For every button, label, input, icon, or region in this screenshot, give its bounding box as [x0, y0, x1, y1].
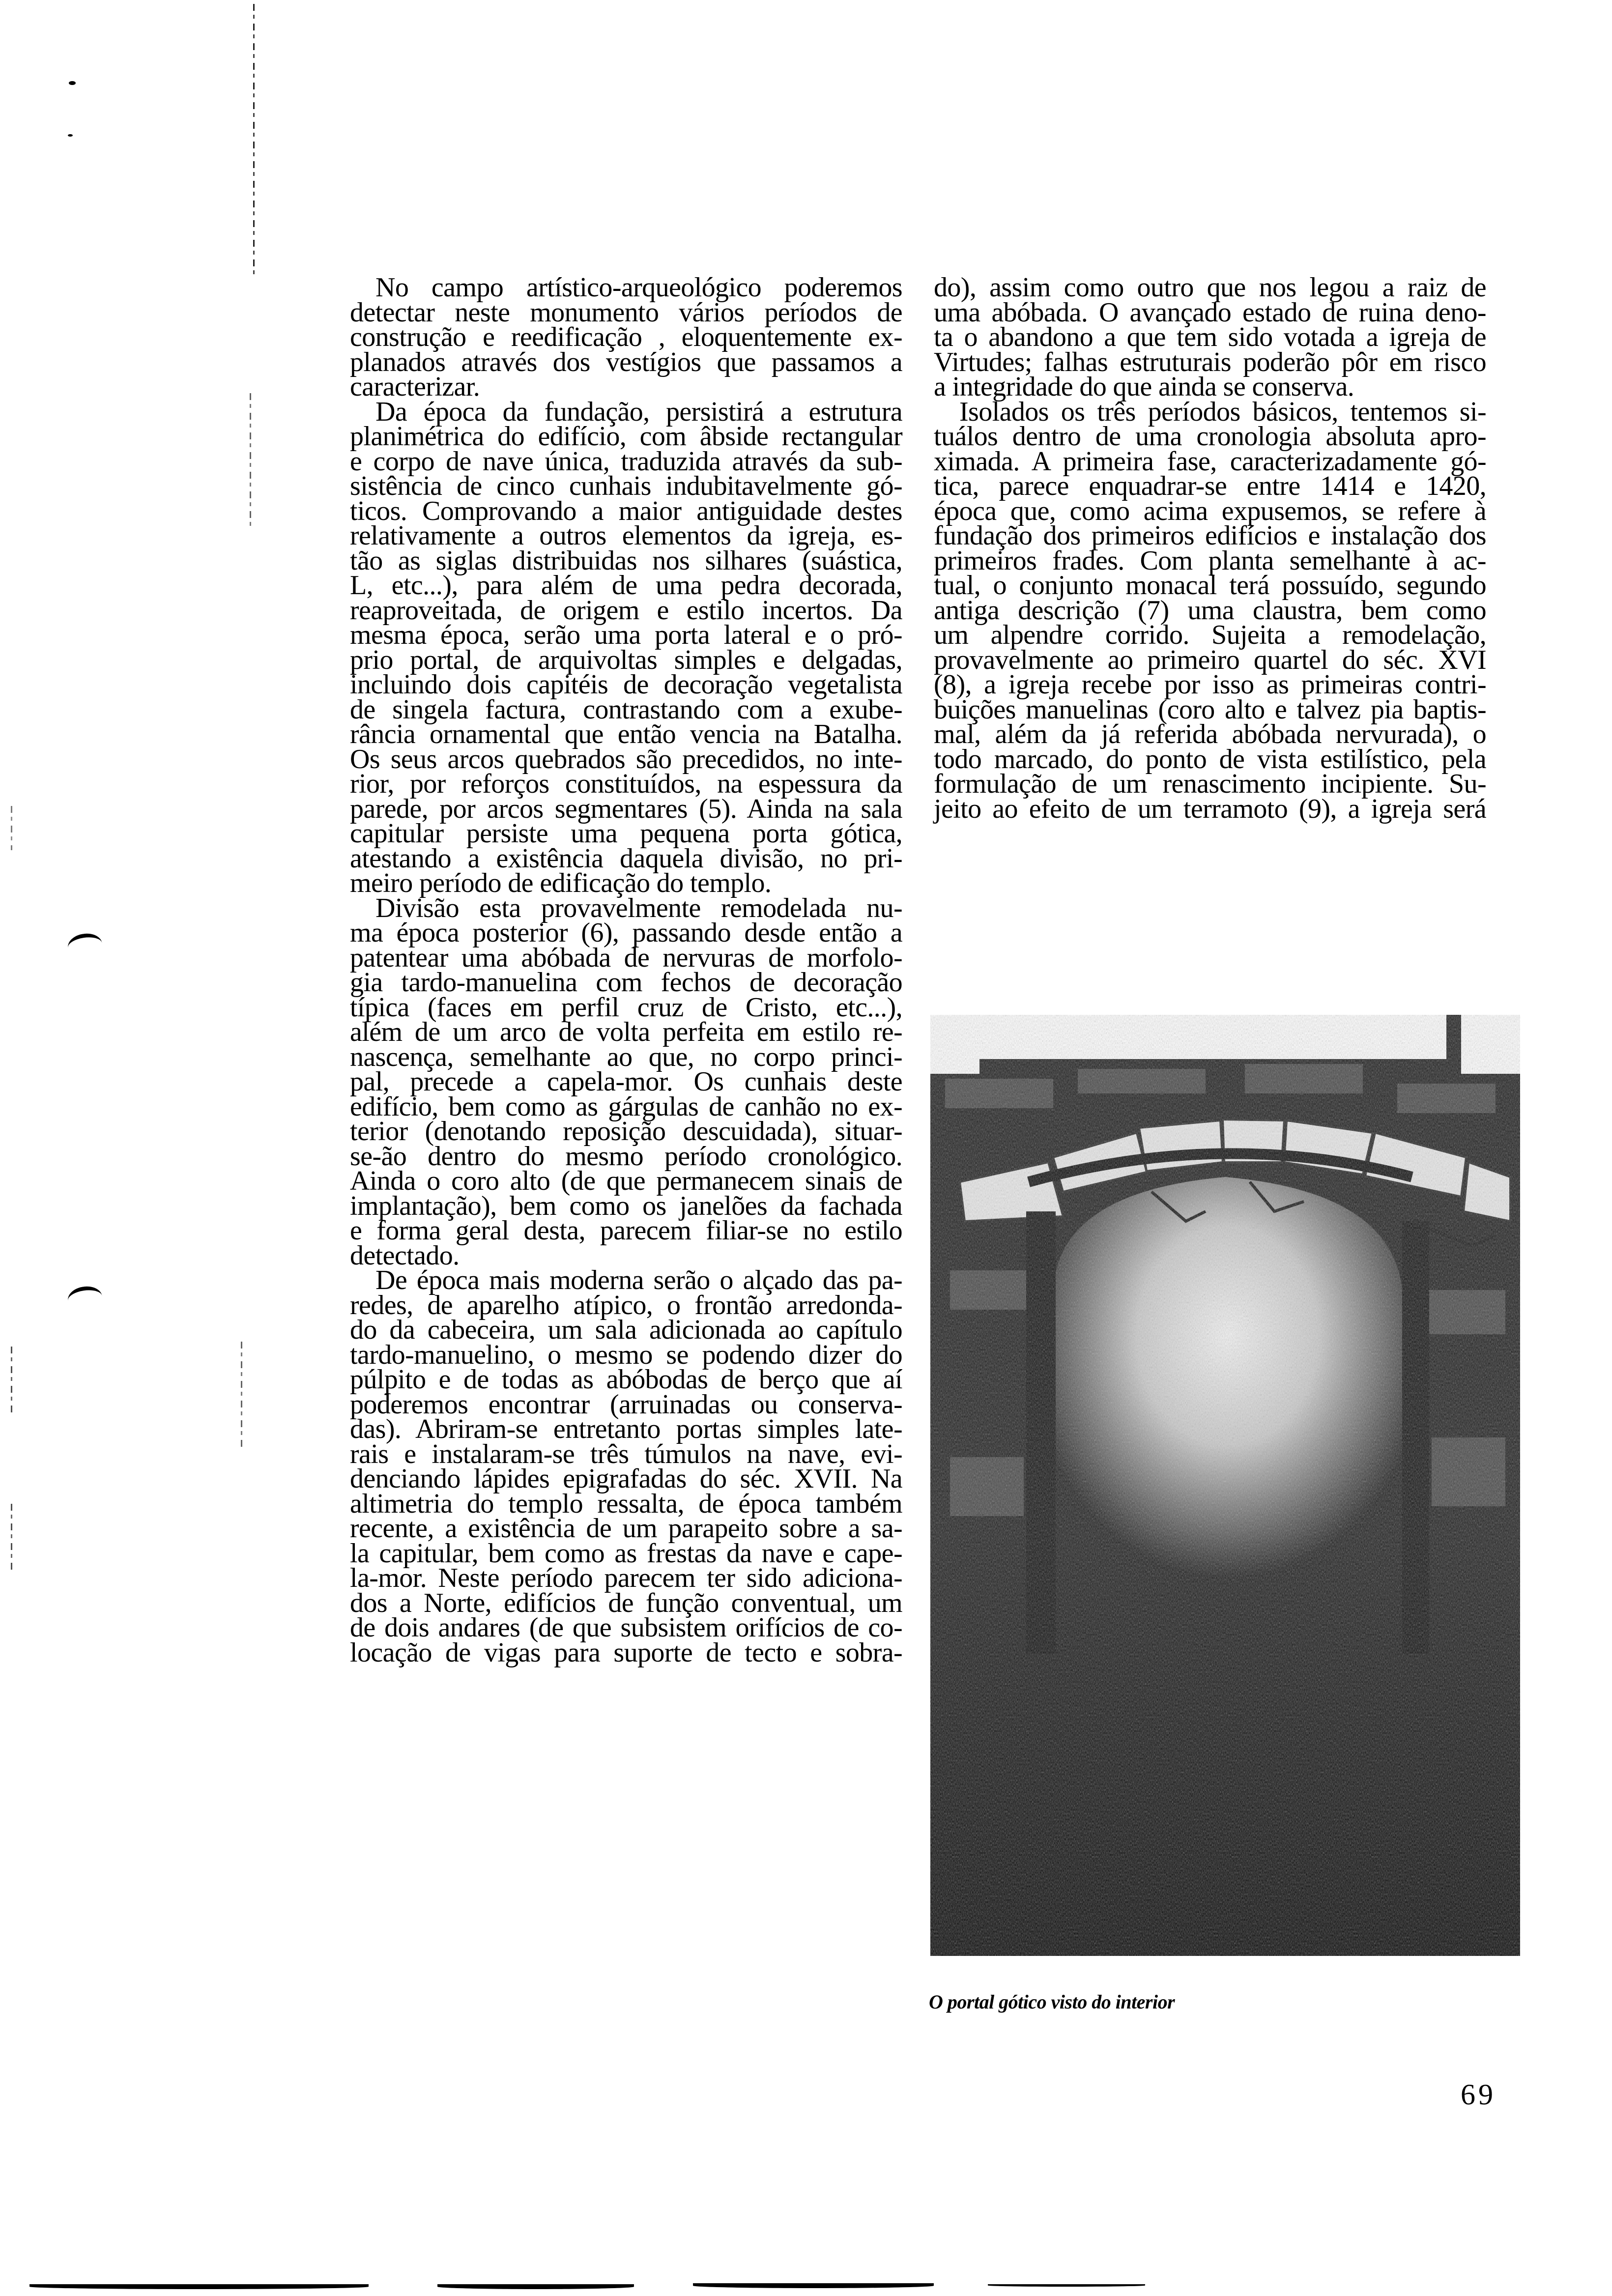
text-line: tardo-manuelino, o mesmo se podendo dizer do — [350, 1339, 902, 1370]
figure-photo-gothic-portal — [930, 1015, 1520, 1956]
text-line: todo marcado, do ponto de vista estilístico, pela — [934, 744, 1486, 775]
text-line: capitular persiste uma pequena porta gótica, — [350, 818, 902, 849]
text-line: Virtudes; falhas estruturais poderão pôr em risco — [934, 346, 1486, 377]
text-line: Da época da fundação, persistirá a estrutura — [375, 396, 902, 427]
text-line: prio portal, de arquivoltas simples e delgadas, — [350, 644, 902, 675]
text-line: tão as siglas distribuidas nos silhares (suástica, — [350, 545, 902, 576]
scan-margin-line — [241, 1342, 242, 1450]
text-line: do), assim como outro que nos legou a raiz de — [934, 272, 1486, 303]
text-line: de singela factura, contrastando com a exube- — [350, 694, 902, 725]
page-number: 69 — [1461, 2078, 1496, 2111]
text-line: formulação de um renascimento incipiente. Su- — [934, 769, 1486, 799]
scan-margin-line — [11, 1504, 12, 1573]
text-line: Divisão esta provavelmente remodelada nu- — [375, 892, 902, 923]
text-line: além de um arco de volta perfeita em estilo re- — [350, 1017, 902, 1047]
scan-margin-arc — [66, 931, 104, 959]
text-line: meiro período de edificação do templo. — [350, 868, 772, 898]
text-line: terior (denotando reposição descuidada), situar- — [350, 1116, 902, 1147]
paragraph — [350, 272, 902, 402]
text-line: implantação), bem como os janelões da fachada — [350, 1190, 902, 1221]
text-line: nascença, semelhante ao que, no corpo princi- — [350, 1041, 902, 1072]
scan-bottom-edge — [988, 2284, 1145, 2287]
text-line: mal, além da já referida abóbada nervurada), o — [934, 719, 1486, 749]
scan-margin-line — [11, 806, 12, 850]
text-line: buições manuelinas (coro alto e talvez pia baptis- — [934, 694, 1486, 725]
text-line: edifício, bem como as gárgulas de canhão no ex- — [350, 1091, 902, 1122]
text-line: fundação dos primeiros edifícios e instalação dos — [934, 520, 1486, 551]
text-line: de dois andares (de que subsistem orifícios de co- — [350, 1612, 902, 1643]
text-line: época que, como acima expusemos, se refere à — [934, 495, 1486, 526]
text-line: e forma geral desta, parecem filiar-se no estilo — [350, 1215, 902, 1246]
text-line: parede, por arcos segmentares (5). Ainda na sala — [350, 793, 902, 824]
text-line: atestando a existência daquela divisão, no pri- — [350, 843, 902, 874]
text-line: Os seus arcos quebrados são precedidos, no inte- — [350, 744, 902, 775]
text-line: típica (faces em perfil cruz de Cristo, etc...), — [350, 992, 902, 1023]
text-line: denciando lápides epigrafadas do séc. XVII. Na — [350, 1464, 902, 1494]
figure-caption: O portal gótico visto do interior — [929, 1991, 1175, 2013]
text-line: Ainda o coro alto (de que permanecem sinais de — [350, 1166, 902, 1196]
text-line: tual, o conjunto monacal terá possuído, segundo — [934, 570, 1486, 601]
text-line: rais e instalaram-se três túmulos na nave, evi- — [350, 1438, 902, 1469]
text-line: relativamente a outros elementos da igreja, es- — [350, 520, 902, 551]
text-line: dos a Norte, edifícios de função conventual, um — [350, 1587, 902, 1618]
scan-margin-arc — [66, 1284, 104, 1312]
text-line: ticos. Comprovando a maior antiguidade destes — [350, 495, 902, 526]
text-line: pal, precede a capela-mor. Os cunhais deste — [350, 1066, 902, 1097]
text-line: um alpendre corrido. Sujeita a remodelação, — [934, 620, 1486, 650]
text-line: antiga descrição (7) uma claustra, bem como — [934, 595, 1486, 626]
text-line: do da cabeceira, um sala adicionada ao capítulo — [350, 1315, 902, 1345]
scan-bottom-edge — [437, 2284, 634, 2289]
text-line: incluindo dois capitéis de decoração vegetalista — [350, 669, 902, 700]
text-line: tica, parece enquadrar-se entre 1414 e 1420, — [934, 471, 1486, 501]
scan-bottom-edge — [29, 2284, 369, 2289]
paragraph — [934, 272, 1486, 402]
text-line: locação de vigas para suporte de tecto e sobra- — [350, 1637, 902, 1668]
text-line: caracterizar. — [350, 372, 480, 402]
text-line: e corpo de nave única, traduzida através da sub- — [350, 446, 902, 477]
text-line: se-ão dentro do mesmo período cronológico. — [350, 1141, 902, 1172]
left-text-column — [350, 272, 902, 1668]
text-line: No campo artístico-arqueológico poderemos — [375, 272, 902, 303]
text-line: L, etc...), para além de uma pedra decorada, — [350, 570, 902, 601]
text-line: poderemos encontrar (arruinadas ou conserva- — [350, 1389, 902, 1420]
text-line: reaproveitada, de origem e estilo incertos. Da — [350, 595, 902, 626]
scan-margin-line — [250, 393, 251, 531]
text-line: ma época posterior (6), passando desde então a — [350, 918, 902, 948]
photo-illustration — [930, 1015, 1520, 1956]
scan-margin-line — [253, 4, 255, 279]
text-line: gia tardo-manuelina com fechos de decoração — [350, 967, 902, 998]
text-line: la-mor. Neste período parecem ter sido adiciona- — [350, 1563, 902, 1593]
right-text-column — [934, 272, 1486, 824]
text-line: recente, a existência de um parapeito sobre a sa- — [350, 1513, 902, 1544]
text-line: patentear uma abóbada de nervuras de morfolo- — [350, 942, 902, 973]
text-line: redes, de aparelho atípico, o frontão arredonda- — [350, 1290, 902, 1320]
scan-margin-line — [11, 1347, 12, 1415]
text-line: Isolados os três períodos básicos, tentemos si- — [959, 396, 1486, 427]
paragraph — [350, 396, 902, 898]
text-line: construção e reedificação , eloquentemente ex- — [350, 322, 902, 352]
text-line: (8), a igreja recebe por isso as primeiras contri- — [934, 669, 1486, 700]
scan-dot — [69, 81, 76, 85]
paragraph — [350, 1265, 902, 1668]
text-line: tuálos dentro de uma cronologia absoluta apro- — [934, 421, 1486, 452]
text-line: mesma época, serão uma porta lateral e o pró- — [350, 620, 902, 650]
text-line: primeiros frades. Com planta semelhante à ac- — [934, 545, 1486, 576]
text-line: De época mais moderna serão o alçado das pa- — [375, 1265, 902, 1295]
text-line: planados através dos vestígios que passamos a — [350, 346, 902, 377]
text-line: detectar neste monumento vários períodos de — [350, 297, 902, 328]
text-line: ta o abandono a que tem sido votada a igreja de — [934, 322, 1486, 352]
text-line: jeito ao efeito de um terramoto (9), a igreja será — [934, 793, 1486, 824]
text-line: uma abóbada. O avançado estado de ruina deno- — [934, 297, 1486, 328]
text-line: a integridade do que ainda se conserva. — [934, 372, 1354, 402]
text-line: sistência de cinco cunhais indubitavelmente gó- — [350, 471, 902, 501]
paragraph — [350, 892, 902, 1271]
text-line: ximada. A primeira fase, caracterizadamente gó- — [934, 446, 1486, 477]
text-line: púlpito e de todas as abóbodas de berço que aí — [350, 1364, 902, 1395]
text-line: la capitular, bem como as frestas da nave e cape- — [350, 1538, 902, 1569]
text-line: rância ornamental que então vencia na Batalha. — [350, 719, 902, 749]
scan-dot — [68, 134, 73, 137]
text-line: rior, por reforços constituídos, na espessura da — [350, 769, 902, 799]
text-line: altimetria do templo ressalta, de época também — [350, 1488, 902, 1519]
text-line: provavelmente ao primeiro quartel do séc. XVI — [934, 644, 1486, 675]
paragraph — [934, 396, 1486, 824]
scan-bottom-edge — [693, 2283, 934, 2288]
text-line: planimétrica do edifício, com âbside rectangular — [350, 421, 902, 452]
text-line: detectado. — [350, 1240, 460, 1271]
text-line: das). Abriram-se entretanto portas simples late- — [350, 1414, 902, 1444]
